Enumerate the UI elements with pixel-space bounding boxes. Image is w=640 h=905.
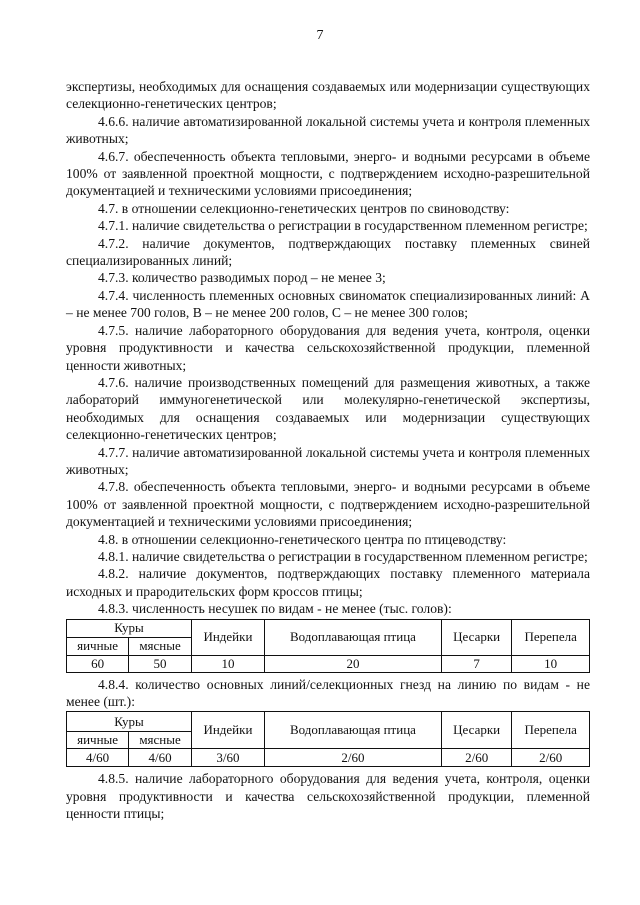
header-tsesarki: Цесарки (442, 712, 512, 749)
table-cell: 2/60 (442, 749, 512, 767)
table-cell: 60 (67, 655, 129, 672)
paragraph: экспертизы, необходимых для оснащения создаваемых или модернизации существующих селекционно-генетических центров; (66, 79, 590, 112)
paragraph-list (66, 78, 590, 600)
header-myasnye: мясные (129, 732, 192, 749)
header-vodoplav: Водоплавающая птица (264, 619, 441, 655)
header-yaichnye: яичные (67, 637, 129, 655)
paragraph: 4.8.5. наличие лабораторного оборудования для ведения учета, контроля, оценки уровня продуктивности и качества сельскохозяйственной продукции, племенной ценности птицы; (66, 771, 590, 822)
table-hens-count (66, 619, 590, 673)
header-myasnye: мясные (129, 637, 192, 655)
paragraph: 4.7.1. наличие свидетельства о регистрации в государственном племенном регистре; (98, 218, 588, 234)
paragraph: 4.7.8. обеспеченность объекта тепловыми, энерго- и водными ресурсами в объеме 100% от заявленной проектной мощности, с подтверждением исходно-разрешительной документацией и техническими условиями присоединения; (66, 479, 590, 530)
header-indeyki: Индейки (191, 619, 264, 655)
paragraph: 4.7.3. количество разводимых пород – не менее 3; (98, 270, 386, 286)
paragraph: 4.7.4. численность племенных основных свиноматок специализированных линий: А – не менее 700 голов, В – не менее 200 голов, С – не менее 300 голов; (66, 287, 590, 321)
table-cell: 2/60 (512, 749, 590, 767)
paragraph: 4.6.7. обеспеченность объекта тепловыми, энерго- и водными ресурсами в объеме 100% от заявленной проектной мощности, с подтверждением исходно-разрешительной документацией и техническими условиями присоединения; (66, 148, 590, 199)
paragraph: 4.8.1. наличие свидетельства о регистрации в государственном племенном регистре; (98, 548, 588, 564)
header-kury: Куры (67, 619, 192, 637)
table-lines-nests (66, 711, 590, 767)
header-indeyki: Индейки (191, 712, 264, 749)
header-yaichnye: яичные (67, 732, 129, 749)
paragraph: 4.6.6. наличие автоматизированной локальной системы учета и контроля племенных животных; (66, 113, 590, 147)
table-cell: 20 (264, 655, 441, 672)
table-cell: 10 (191, 655, 264, 672)
paragraph: 4.7.6. наличие производственных помещений для размещения животных, а также лабораторий иммуногенетической или молекулярно-генетической экспертизы, необходимых для оснащения создаваемых или модернизации существующих селекционно-генетических центров; (66, 374, 590, 443)
table1-caption: 4.8.3. численность несушек по видам - не менее (тыс. голов): (98, 601, 452, 617)
table-row (67, 749, 590, 767)
paragraph: 4.8. в отношении селекционно-генетического центра по птицеводству: (98, 531, 507, 547)
table-cell: 50 (129, 655, 192, 672)
document-body (66, 78, 590, 823)
paragraph: 4.7. в отношении селекционно-генетических центров по свиноводству: (98, 200, 510, 216)
paragraph: 4.8.2. наличие документов, подтверждающих поставку племенного материала исходных и прародительских форм кроссов птицы; (66, 566, 590, 599)
table-cell: 3/60 (191, 749, 264, 767)
header-tsesarki: Цесарки (442, 619, 512, 655)
header-perepela: Перепела (512, 712, 590, 749)
table-cell: 4/60 (67, 749, 129, 767)
table-header-row (67, 712, 590, 732)
paragraph: 4.7.5. наличие лабораторного оборудования для ведения учета, контроля, оценки уровня продуктивности и качества сельскохозяйственной продукции, племенной ценности животных; (66, 322, 590, 373)
table-cell: 2/60 (264, 749, 441, 767)
paragraph: 4.7.7. наличие автоматизированной локальной системы учета и контроля племенных животных; (66, 444, 590, 477)
header-vodoplav: Водоплавающая птица (264, 712, 441, 749)
header-kury: Куры (67, 712, 192, 732)
header-perepela: Перепела (512, 619, 590, 655)
page-number: 7 (316, 28, 324, 43)
table-row (67, 655, 590, 672)
paragraph: 4.7.2. наличие документов, подтверждающих поставку племенных свиней специализированных линий; (66, 235, 590, 269)
table-cell: 4/60 (129, 749, 192, 767)
table-cell: 7 (442, 655, 512, 672)
table-header-row (67, 619, 590, 637)
table-cell: 10 (512, 655, 590, 672)
table2-caption: 4.8.4. количество основных линий/селекционных гнезд на линию по видам - не менее (шт.): (66, 676, 590, 709)
